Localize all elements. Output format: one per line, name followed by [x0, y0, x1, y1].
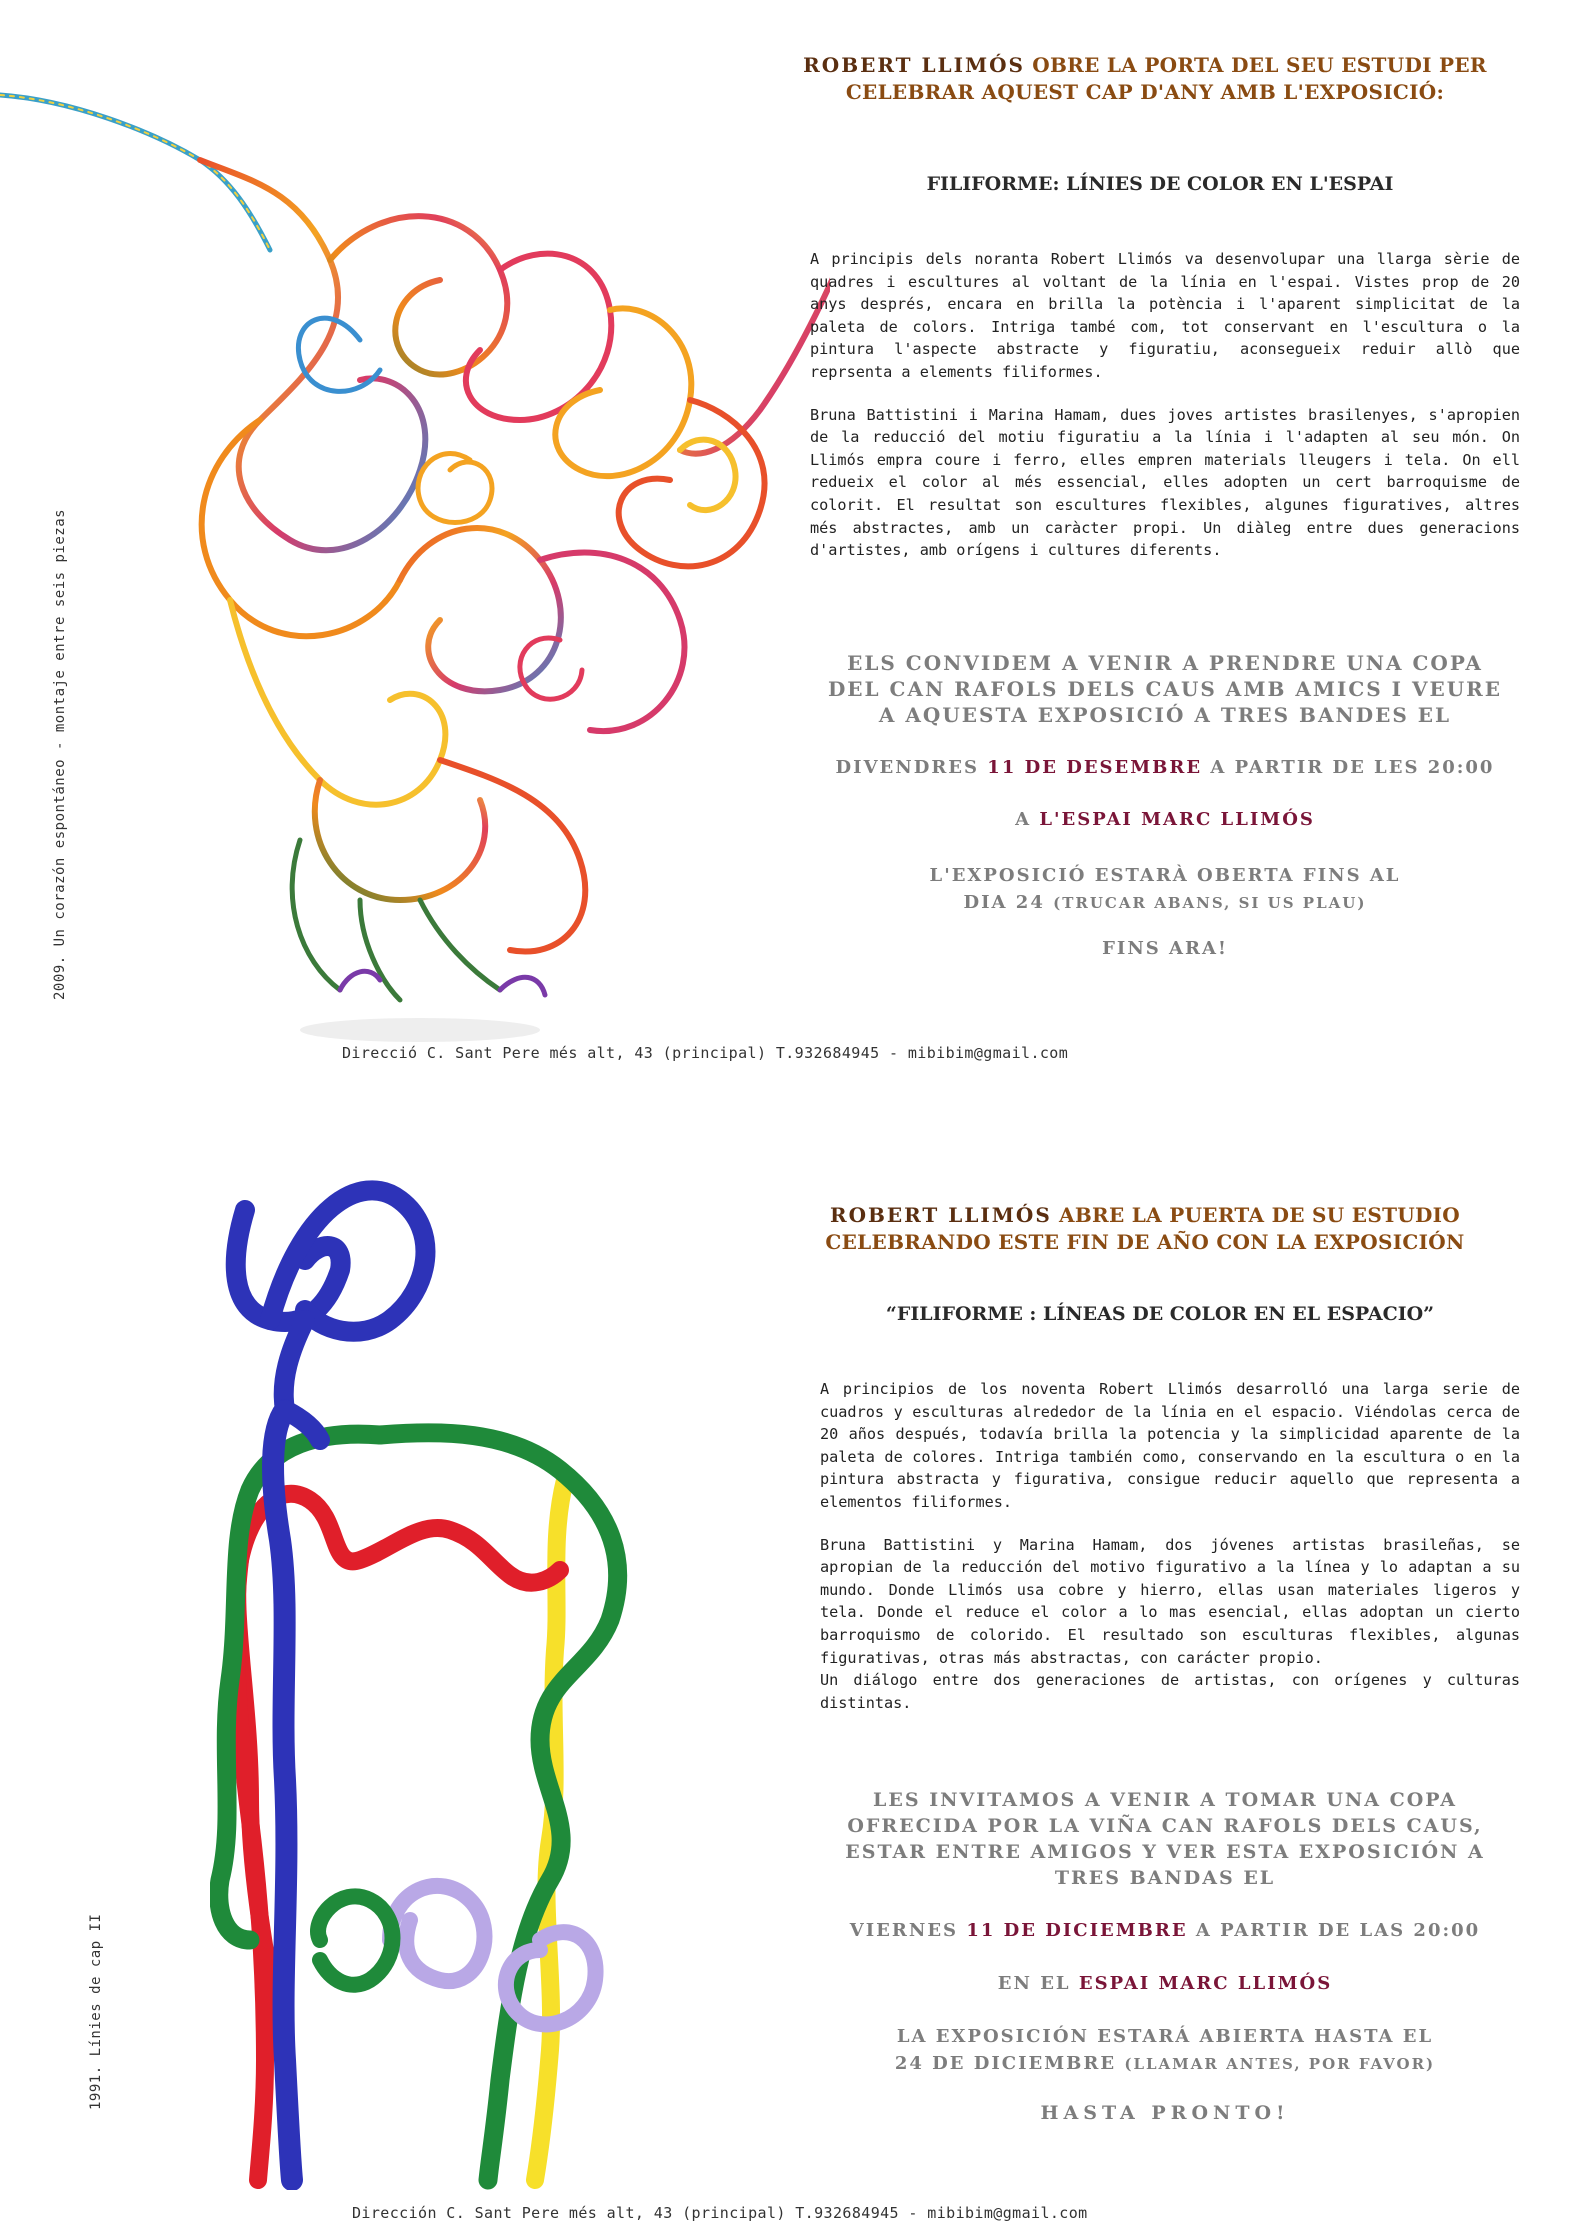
header-line1: OBRE LA PORTA DEL SEU ESTUDI PER: [1032, 53, 1487, 77]
event-venue: A L'ESPAI MARC LLIMÓS: [1015, 809, 1315, 830]
header-line1: ABRE LA PUERTA DE SU ESTUDIO: [1059, 1203, 1461, 1227]
line-figure-artwork: [210, 1180, 680, 2190]
closing-text: FINS ARA!: [1102, 938, 1228, 959]
invitation-text: ELS CONVIDEM A VENIR A PRENDRE UNA COPA DEL CAN RAFOLS DELS CAUS AMB AMICS I VEURE A AQUESTA EXPOSICIÓ A TRES BANDES EL: [827, 651, 1503, 727]
exhibition-title: “FILIFORME : LÍNEAS DE COLOR EN EL ESPACIO”: [885, 1303, 1435, 1325]
header: [800, 1202, 1490, 1256]
paragraph: Bruna Battistini i Marina Hamam, dues joves artistes brasilenyes, s'apropien de la reducció del motiu figuratiu a la línia i l'adapten al seu món. On Llimós empra coure i ferro, elles empren materials lleugers i tela. On ell redueix el color al més essencial, elles adopten un cert barroquisme de colorit. El resultat son escultures flexibles, algunes figuratives, altres més abstractes, amb un caràcter propi. Un diàleg entre dues generacions d'artistes, amb orígens i cultures diferents.: [810, 405, 1520, 560]
event-date: DIVENDRES 11 DE DESEMBRE A PARTIR DE LES 20:00: [835, 757, 1495, 778]
venue-highlight: L'ESPAI MARC LLIMÓS: [1039, 809, 1315, 830]
exhibition-title: FILIFORME: LÍNIES DE COLOR EN L'ESPAI: [926, 173, 1394, 195]
venue-highlight: ESPAI MARC LLIMÓS: [1078, 1973, 1333, 1994]
date-highlight: 11 DE DICIEMBRE: [966, 1920, 1188, 1941]
contact-footer: Direcció C. Sant Pere més alt, 43 (principal) T.932684945 - mibibim@gmail.com: [342, 1044, 1069, 1062]
wire-sculpture-artwork: [0, 40, 830, 1050]
paragraph: Un diálogo entre dos generaciones de artistas, con orígenes y culturas distintas.: [820, 1671, 1520, 1712]
paragraph: Bruna Battistini y Marina Hamam, dos jóvenes artistas brasileñas, se apropian de la reducción del motivo figurativo a la línea y lo adaptan a su mundo. Donde Llimós usa cobre y hierro, ellas usan materiales ligeros y tela. Donde el reduce el color a lo mas esencial, ellas adoptan un cierto barroquismo de colorido. El resultado son esculturas flexibles, algunas figurativas, otras más abstractas, con carácter propio.: [820, 1535, 1520, 1667]
open-until: LA EXPOSICIÓN ESTARÁ ABIERTA HASTA EL 24 DE DICIEMBRE (LLAMAR ANTES, POR FAVOR): [894, 2026, 1436, 2074]
artwork-caption: 2009. Un corazón espontáneo - montaje entre seis piezas: [52, 508, 68, 1000]
artwork-caption: 1991. Línies de cap II: [88, 1913, 104, 2110]
closing-text: HASTA PRONTO!: [1040, 2102, 1290, 2124]
artist-name: ROBERT LLIMÓS: [829, 1203, 1052, 1227]
invitation-text: LES INVITAMOS A VENIR A TOMAR UNA COPA OFRECIDA POR LA VIÑA CAN RAFOLS DELS CAUS, ESTAR ENTRE AMIGOS Y VER ESTA EXPOSICIÓN A TRES BANDAS EL: [845, 1789, 1485, 1889]
contact-footer: Dirección C. Sant Pere més alt, 43 (principal) T.932684945 - mibibim@gmail.com: [352, 2204, 1088, 2222]
open-until: L'EXPOSICIÓ ESTARÀ OBERTA FINS AL DIA 24 (TRUCAR ABANS, SI US PLAU): [929, 865, 1401, 913]
date-highlight: 11 DE DESEMBRE: [987, 757, 1203, 778]
paragraph: A principios de los noventa Robert Llimós desarrolló una larga serie de cuadros y esculturas alrededor de la línia en el espacio. Viéndolas cerca de 20 años después, todavía brilla la potencia y la simplicidad aparente de la paleta de colores. Intriga también como, conservando en la escultura o en la pintura abstracta y figurativa, consigue reducir aquello que representa a elementos filiformes.: [820, 1380, 1520, 1511]
header: [800, 52, 1490, 106]
artist-name: ROBERT LLIMÓS: [803, 53, 1025, 77]
spanish-invitation: [0, 1120, 1584, 2240]
header-line2: CELEBRANDO ESTE FIN DE AÑO CON LA EXPOSICIÓN: [825, 1230, 1465, 1254]
header-line2: CELEBRAR AQUEST CAP D'ANY AMB L'EXPOSICIÓ:: [845, 80, 1445, 104]
event-venue: EN EL ESPAI MARC LLIMÓS: [997, 1973, 1333, 1994]
paragraph: A principis dels noranta Robert Llimós va desenvolupar una llarga sèrie de quadres i escultures al voltant de la línia en l'espai. Vistes prop de 20 anys després, encara en brilla la potència i l'aparent simplicitat de la paleta de colors. Intriga també com, tot conservant en l'escultura o la pintura l'aspecte abstracte y figuratiu, aconsegueix reduir allò que reprsenta a elements filiformes.: [810, 250, 1520, 381]
description: [820, 1378, 1520, 1734]
event-date: VIERNES 11 DE DICIEMBRE A PARTIR DE LAS 20:00: [849, 1920, 1481, 1941]
description: [810, 248, 1520, 582]
